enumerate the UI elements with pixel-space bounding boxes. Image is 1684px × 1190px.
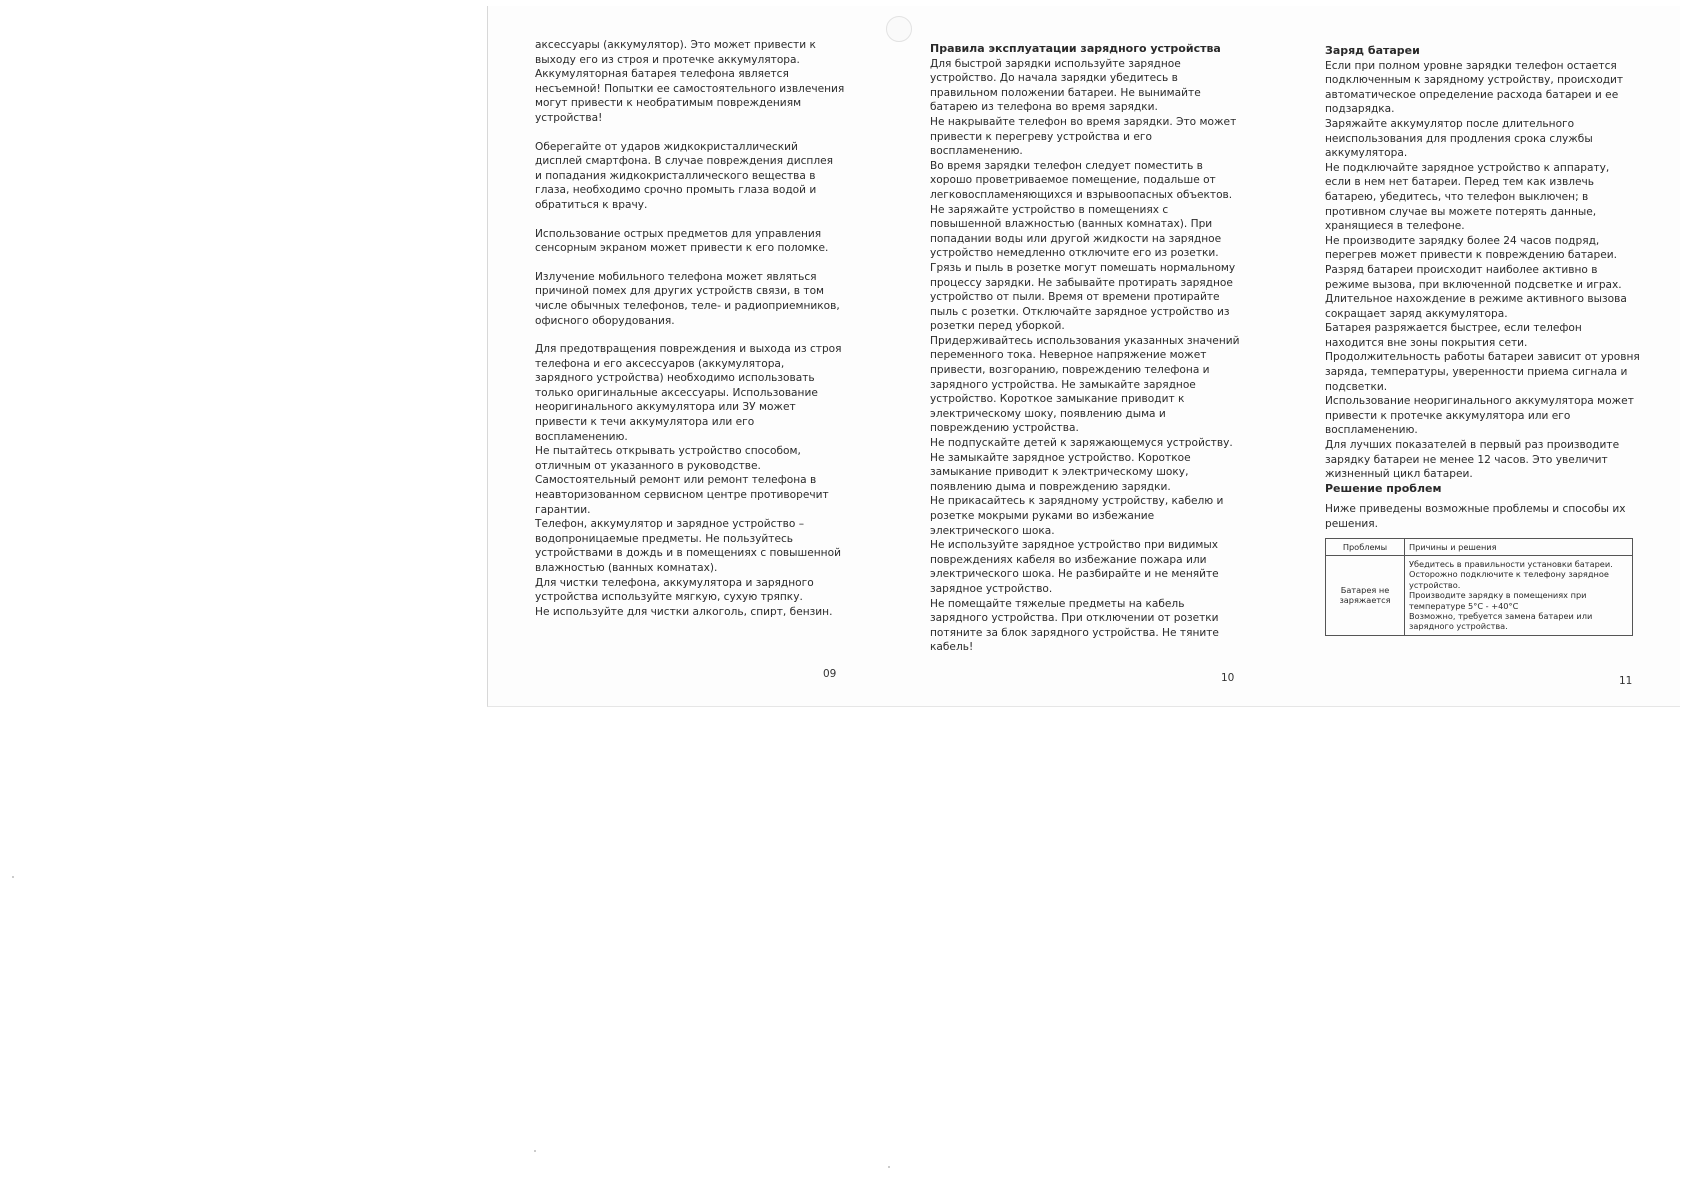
text-line: Не помещайте тяжелые предметы на кабель [930, 597, 1185, 610]
text-line: Использование острых предметов для управления [535, 227, 822, 240]
text-line: зарядку батареи не менее 12 часов. Это увеличит [1325, 453, 1608, 466]
page-11-text [1325, 44, 1655, 636]
problem-cell: Батарея не заряжается [1326, 556, 1405, 636]
text-line: перегрев может привести к повреждению батареи. [1325, 249, 1618, 262]
column-header: Причины и решения [1405, 538, 1633, 555]
text-line: электрическому шоку, появлению дыма и [930, 407, 1166, 420]
text-line: воспламенению. [535, 430, 628, 443]
solution-line: Осторожно подключите к телефону зарядное устройство. [1409, 569, 1609, 590]
solution-line: Производите зарядку в помещениях при температуре 5°С - +40°С [1409, 590, 1587, 611]
text-line: влажностью (ванных комнатах). [535, 562, 718, 574]
punch-hole [886, 16, 912, 42]
text-line: Для предотвращения повреждения и выхода из строя [535, 343, 842, 356]
paragraph [535, 140, 855, 213]
text-line: розетке мокрыми руками во избежание [930, 510, 1155, 522]
text-line: заряда, температуры, уверенности приема сигнала и [1325, 366, 1628, 379]
text-line: отличным от указанного в руководстве. [535, 459, 761, 472]
text-line: сокращает заряд аккумулятора. [1325, 307, 1508, 320]
text-line: аккумулятора. [1325, 147, 1408, 160]
text-line: легковоспламеняющихся и взрывоопасных объектов. [930, 188, 1233, 201]
text-line: Излучение мобильного телефона может являться [535, 270, 817, 283]
paragraph [535, 342, 855, 619]
text-line: электрического шока. [930, 524, 1055, 537]
scan-speck [12, 876, 14, 878]
text-line: противном случае вы можете потерять данные, [1325, 205, 1597, 218]
text-line: Не прикасайтесь к зарядному устройству, кабелю и [930, 495, 1224, 508]
text-line: Для быстрой зарядки используйте зарядное [930, 57, 1181, 70]
text-line: режиме вызова, при включенной подсветке и играх. [1325, 278, 1622, 291]
paragraph [535, 38, 855, 126]
text-line: неавторизованном сервисном центре противоречит [535, 489, 829, 502]
text-line: хорошо проветриваемое помещение, подальше от [930, 174, 1216, 187]
text-line: зарядного устройства) необходимо использовать [535, 372, 815, 385]
text-line: пыль с розетки. Отключайте зарядное устройство из [930, 305, 1230, 318]
text-line: устройствами в дождь и в помещениях с повышенной [535, 547, 841, 560]
text-line: аксессуары (аккумулятор). Это может привести к [535, 39, 816, 51]
text-line: Не используйте зарядное устройство при видимых [930, 539, 1218, 552]
page-number: 10 [1221, 672, 1235, 684]
text-line: зарядного устройства. При отключении от розетки [930, 612, 1219, 625]
table-row [1326, 556, 1633, 636]
text-line: Не пытайтесь открывать устройство способом, [535, 445, 801, 458]
text-line: привести к течи аккумулятора или его [535, 416, 755, 429]
text-line: Оберегайте от ударов жидкокристаллический [535, 140, 798, 153]
text-line: появлению дыма и повреждению зарядки. [930, 480, 1171, 493]
text-line: решения. [1325, 518, 1379, 530]
text-line: повреждению устройства. [930, 422, 1079, 435]
text-line: переменного тока. Неверное напряжение может [930, 349, 1207, 362]
text-line: Заряжайте аккумулятор после длительного [1325, 117, 1575, 130]
scan-speck [534, 1150, 536, 1152]
text-line: повышенной влажностью (ванных комнатах). При [930, 218, 1213, 231]
text-line: электрического шока. Не разбирайте и не меняйте [930, 568, 1219, 581]
text-line: и попадания жидкокристаллического вещества в [535, 169, 816, 182]
troubleshooting-intro [1325, 502, 1655, 531]
text-line: Грязь и пыль в розетке могут помешать нормальному [930, 261, 1236, 274]
text-line: устройства используйте мягкую, сухую тряпку. [535, 591, 803, 604]
page-number: 11 [1619, 675, 1633, 687]
text-line: кабель! [930, 641, 974, 654]
text-line: несъемной! Попытки ее самостоятельного извлечения [535, 82, 845, 95]
text-line: подключенным к зарядному устройству, происходит [1325, 74, 1624, 87]
text-line: Во время зарядки телефон следует поместить в [930, 159, 1203, 172]
troubleshooting-table [1325, 538, 1633, 636]
text-line: устройство. Короткое замыкание приводит к [930, 393, 1185, 406]
text-line: Батарея разряжается быстрее, если телефон [1325, 322, 1582, 335]
text-line: подзарядка. [1325, 103, 1395, 116]
text-line: зарядного устройства. Не замыкайте зарядное [930, 378, 1196, 391]
paragraph [535, 227, 855, 256]
text-line: водопроницаемые предметы. Не пользуйтесь [535, 532, 794, 545]
text-line: Телефон, аккумулятор и зарядное устройство – [535, 518, 805, 531]
text-line: подсветки. [1325, 380, 1388, 393]
text-line: неиспользования для продления срока службы [1325, 132, 1593, 145]
text-line: батарею, убедитесь, что телефон выключен; в [1325, 190, 1589, 203]
text-line: Не производите зарядку более 24 часов подряд, [1325, 234, 1600, 247]
text-line: привести, возгоранию, повреждению телефона и [930, 364, 1210, 377]
text-line: Для лучших показателей в первый раз производите [1325, 439, 1620, 452]
column-header: Проблемы [1326, 538, 1405, 555]
troubleshooting-title: Решение проблем [1325, 481, 1442, 495]
text-line: Не заряжайте устройство в помещениях с [930, 203, 1169, 216]
solutions-cell [1405, 556, 1633, 636]
text-line: устройство. До начала зарядки убедитесь в [930, 72, 1178, 85]
text-line: Продолжительность работы батареи зависит от уровня [1325, 351, 1640, 364]
text-line: воспламенению. [1325, 424, 1418, 437]
text-line: автоматическое определение расхода батареи и ее [1325, 88, 1619, 101]
text-line: глаза, необходимо срочно промыть глаза водой и [535, 184, 817, 197]
text-line: воспламенению. [930, 145, 1023, 158]
text-line: только оригинальные аксессуары. Использование [535, 386, 818, 399]
text-line: дисплей смартфона. В случае повреждения дисплея [535, 155, 833, 168]
text-line: телефона и его аксессуаров (аккумулятора, [535, 357, 785, 370]
solution-line: Возможно, требуется замена батареи или зарядного устройства. [1409, 611, 1593, 632]
text-line: попадании воды или другой жидкости на зарядное [930, 232, 1222, 245]
section-title: Заряд батареи [1325, 44, 1420, 57]
text-line: Длительное нахождение в режиме активного вызова [1325, 293, 1627, 306]
text-line: Использование неоригинального аккумулятора может [1325, 395, 1634, 408]
text-line: если в нем нет батареи. Перед тем как извлечь [1325, 176, 1594, 189]
text-line: устройство от пыли. Время от времени протирайте [930, 291, 1220, 304]
text-line: могут привести к необратимым повреждениям [535, 97, 802, 110]
charger-rules-body [930, 57, 1250, 655]
text-line: Не накрывайте телефон во время зарядки. Это может [930, 115, 1237, 128]
section-title: Правила эксплуатации зарядного устройства [930, 42, 1221, 55]
text-line: Если при полном уровне зарядки телефон остается [1325, 59, 1617, 72]
text-line: привести к протечке аккумулятора или его [1325, 409, 1571, 422]
solution-line: Убедитесь в правильности установки батареи. [1409, 559, 1613, 569]
text-line: Не подключайте зарядное устройство к аппарату, [1325, 161, 1610, 174]
text-line: устройства! [535, 111, 603, 124]
text-line: гарантии. [535, 503, 591, 516]
scan-speck [888, 1166, 890, 1168]
text-line: офисного оборудования. [535, 314, 675, 327]
text-line: потяните за блок зарядного устройства. Не тяните [930, 626, 1219, 639]
text-line: замыкание приводит к электрическому шоку, [930, 466, 1189, 479]
text-line: находится вне зоны покрытия сети. [1325, 336, 1528, 349]
battery-charge-body [1325, 59, 1655, 482]
text-line: хранящиеся в телефоне. [1325, 220, 1465, 233]
page-number: 09 [823, 668, 837, 680]
text-line: зарядное устройство. [930, 582, 1053, 595]
text-line: привести к перегреву устройства и его [930, 130, 1152, 143]
text-line: розетки перед уборкой. [930, 320, 1065, 333]
text-line: Не замыкайте зарядное устройство. Короткое [930, 451, 1191, 464]
text-line: процессу зарядки. Не забывайте протирать зарядное [930, 276, 1233, 289]
text-line: причиной помех для других устройств связи, в том [535, 285, 825, 298]
page-09-text [535, 38, 855, 619]
text-line: Разряд батареи происходит наиболее активно в [1325, 263, 1598, 276]
text-line: жизненный цикл батареи. [1325, 468, 1473, 481]
text-line: батарею из телефона во время зарядки. [930, 101, 1158, 114]
text-line: Придерживайтесь использования указанных значений [930, 334, 1240, 347]
text-line: неоригинального аккумулятора или ЗУ может [535, 401, 796, 414]
text-line: Для чистки телефона, аккумулятора и зарядного [535, 576, 814, 589]
text-line: обратиться к врачу. [535, 198, 648, 211]
text-line: Аккумуляторная батарея телефона является [535, 68, 789, 81]
text-line: Ниже приведены возможные проблемы и способы их [1325, 503, 1626, 516]
paragraph [535, 270, 855, 328]
text-line: числе обычных телефонов, теле- и радиоприемников, [535, 299, 840, 312]
text-line: устройство немедленно отключите его из розетки. [930, 247, 1219, 260]
text-line: Не используйте для чистки алкоголь, спирт, бензин. [535, 605, 833, 618]
page-10-text [930, 42, 1250, 655]
text-line: правильном положении батареи. Не вынимайте [930, 86, 1201, 99]
text-line: Самостоятельный ремонт или ремонт телефона в [535, 474, 817, 487]
text-line: Не подпускайте детей к заряжающемуся устройству. [930, 437, 1233, 450]
text-line: сенсорным экраном может привести к его поломке. [535, 242, 829, 255]
text-line: повреждениях кабеля во избежание пожара или [930, 553, 1207, 566]
table-header-row [1326, 538, 1633, 555]
text-line: выходу его из строя и протечке аккумулятора. [535, 53, 800, 66]
